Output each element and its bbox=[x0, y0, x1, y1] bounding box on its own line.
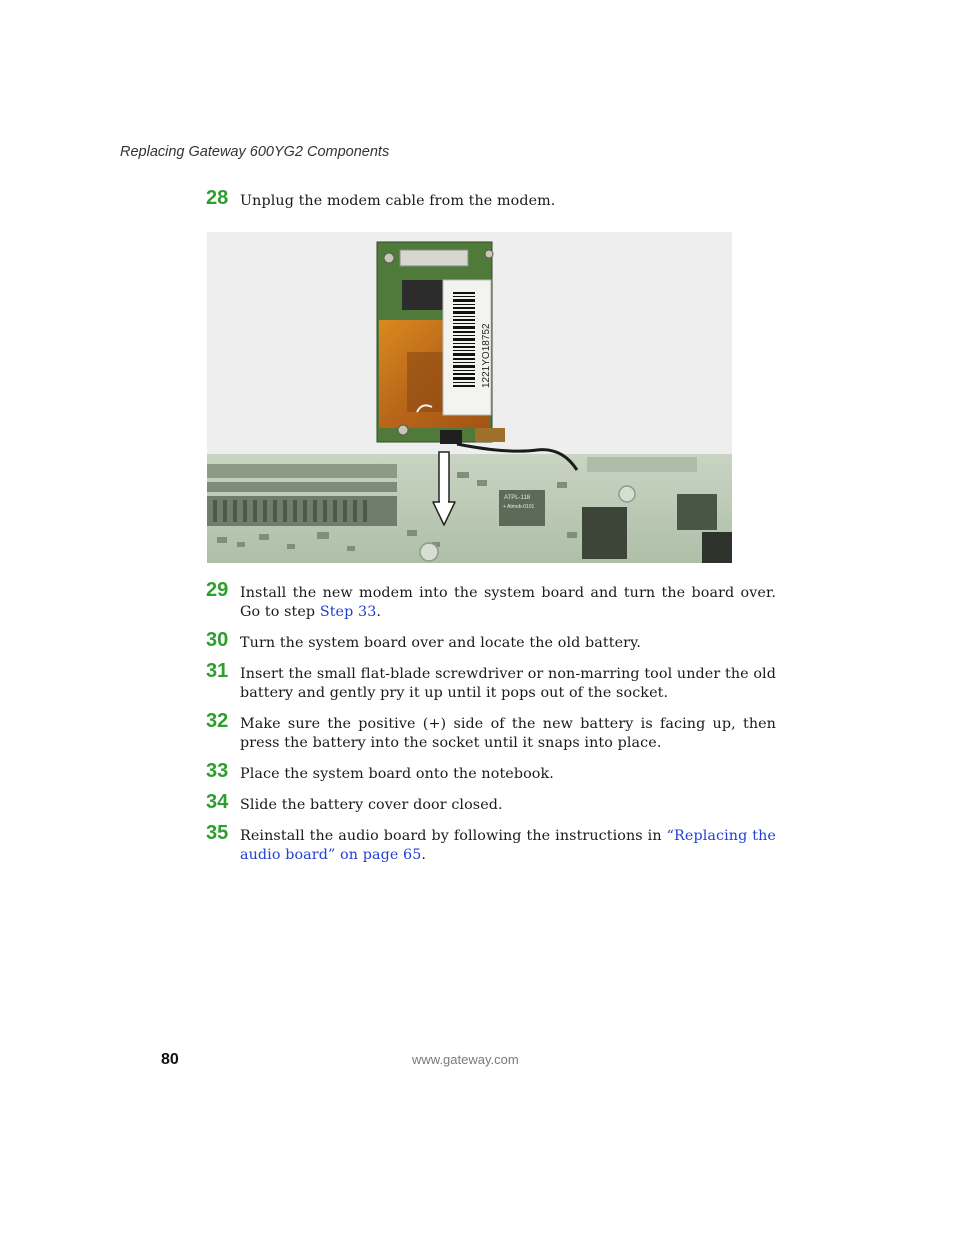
modem-card bbox=[377, 242, 505, 444]
step-number: 28 bbox=[206, 187, 229, 209]
step-31 bbox=[206, 660, 776, 702]
step-number: 33 bbox=[206, 760, 229, 782]
step-28 bbox=[206, 187, 776, 211]
step-35 bbox=[206, 822, 776, 864]
link-step-33[interactable]: Step 33 bbox=[319, 603, 377, 620]
step-text-after: . bbox=[376, 603, 382, 620]
step-text: Slide the battery cover door closed. bbox=[240, 797, 503, 813]
step-29 bbox=[206, 579, 776, 621]
barcode-text: 1221YO18752 bbox=[481, 323, 492, 388]
link-replacing-audio-board[interactable]: “Replacing the audio board” on page 65 bbox=[240, 828, 776, 863]
step-text: Turn the system board over and locate the old battery. bbox=[240, 635, 641, 651]
step-text bbox=[240, 827, 776, 864]
step-33 bbox=[206, 760, 776, 784]
modem-photo bbox=[207, 232, 732, 563]
step-text-after: . bbox=[421, 846, 427, 863]
step-text: Make sure the positive (+) side of the new battery is facing up, then press the battery into the socket until it snaps into place. bbox=[240, 716, 776, 751]
step-text: Unplug the modem cable from the modem. bbox=[240, 193, 556, 209]
step-text-before: Install the new modem into the system board and turn the board over. Go to step bbox=[240, 585, 776, 620]
step-34 bbox=[206, 791, 776, 815]
step-32 bbox=[206, 710, 776, 752]
step-text: Insert the small flat-blade screwdriver or non-marring tool under the old battery and gently pry it up until it pops out of the socket. bbox=[240, 666, 776, 701]
step-number: 35 bbox=[206, 822, 229, 844]
chip-label-1: ATPL-118 bbox=[504, 495, 531, 501]
step-number: 31 bbox=[206, 660, 229, 682]
running-header: Replacing Gateway 600YG2 Components bbox=[120, 144, 390, 160]
step-text bbox=[240, 584, 776, 621]
step-number: 32 bbox=[206, 710, 229, 732]
step-number: 30 bbox=[206, 629, 229, 651]
step-number: 29 bbox=[206, 579, 229, 601]
step-30 bbox=[206, 629, 776, 653]
chip-label-2: + Atmob-0101 bbox=[503, 504, 535, 510]
step-text: Place the system board onto the notebook. bbox=[240, 766, 554, 782]
step-text-before: Reinstall the audio board by following the instructions in bbox=[240, 828, 667, 844]
step-number: 34 bbox=[206, 791, 229, 813]
page-number: 80 bbox=[161, 1051, 179, 1068]
footer-url[interactable]: www.gateway.com bbox=[412, 1052, 519, 1067]
